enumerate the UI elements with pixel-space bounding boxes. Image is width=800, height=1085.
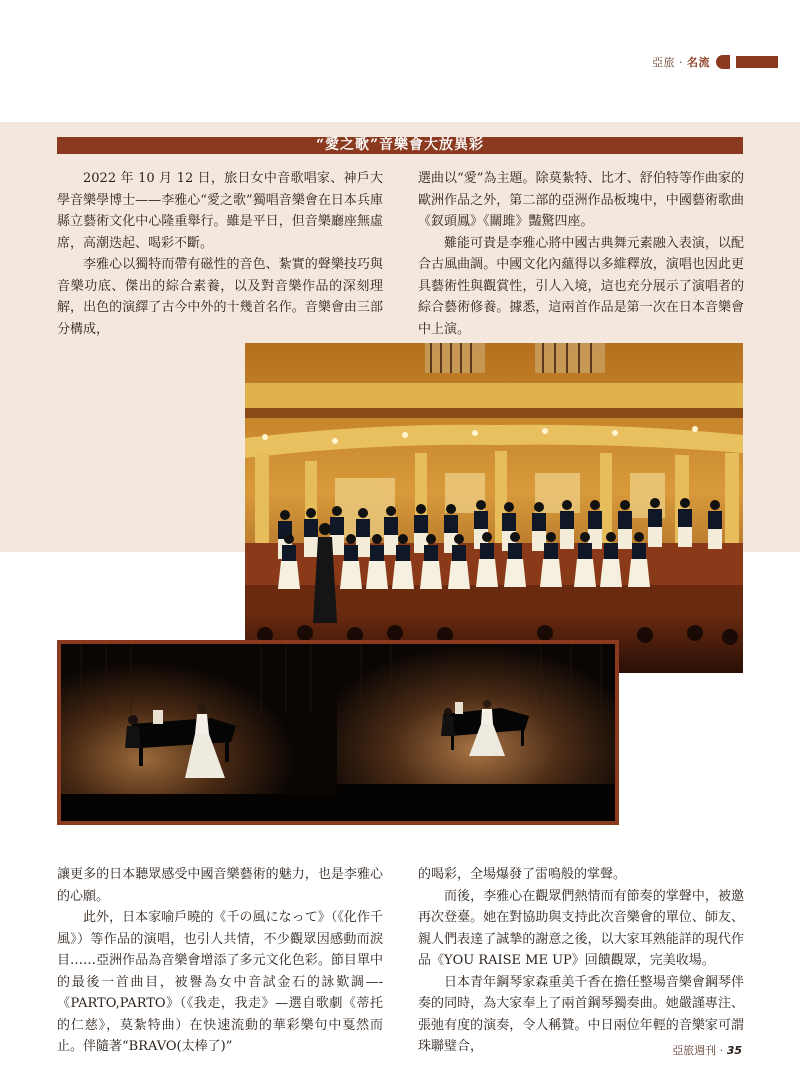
- footer-separator: ·: [719, 1044, 724, 1057]
- paragraph: 難能可貴是李雅心將中國古典舞元素融入表演，以配合古風曲調。中國文化內蘊得以多維釋放，演唱也因此更具藝術性與觀賞性，引人入境，這也充分展示了演唱者的綜合藝術修養。據悉，這兩首作品是第一次在日本音樂會中上演。: [418, 235, 744, 337]
- paragraph: 而後，李雅心在觀眾們熱情而有節奏的掌聲中，被邀再次登臺。她在對協助與支持此次音樂會的單位、師友、親人們表達了誠摯的謝意之後，以大家耳熟能詳的現代作品《YOU RAISE ME UP》回饋觀眾，完美收場。: [418, 888, 744, 968]
- paragraph: 2022 年 10 月 12 日，旅日女中音歌唱家、神戶大學音樂學博士——李雅心“愛之歌”獨唱音樂會在日本兵庫縣立藝術文化中心隆重舉行。雖是平日，但音樂廳座無虛席，高潮迭起、喝彩不斷。: [57, 171, 383, 251]
- page-number: 35: [726, 1044, 742, 1057]
- header-bar-ornament: [736, 56, 778, 68]
- solo-performance-photo: [57, 640, 619, 825]
- page-footer: [672, 1042, 742, 1058]
- paragraph: 日本青年鋼琴家森重美千香在擔任整場音樂會鋼琴伴奏的同時，為大家奉上了兩首鋼琴獨奏曲。她嚴謹專注、張弛有度的演奏，令人稱贊。中日兩位年輕的音樂家可謂珠聯璧合，: [418, 974, 744, 1054]
- header-pill-ornament: [716, 55, 730, 69]
- footer-magazine-name: 亞旅週刊: [672, 1044, 717, 1057]
- section-tag-text: 名流: [687, 56, 710, 69]
- section-header: [652, 54, 778, 70]
- text-column-top-left: [57, 168, 383, 340]
- paragraph: 選曲以“愛”為主題。除莫紮特、比才、舒伯特等作曲家的歐洲作品之外，第二部的亞洲作品板塊中，中國藝術歌曲《釵頭鳳》《關雎》豔驚四座。: [418, 171, 744, 229]
- magazine-section-text: 亞旅: [652, 56, 675, 69]
- text-column-bottom-right: [418, 864, 744, 1058]
- paragraph: 李雅心以獨特而帶有磁性的音色、紮實的聲樂技巧與音樂功底、傑出的綜合素養，以及對音樂作品的深刻理解，出色的演繹了古今中外的十幾首名作。音樂會由三部分構成，: [57, 257, 383, 337]
- paragraph: 此外，日本家喻戶曉的《千の風になって》（《化作千風》）等作品的演唱，也引人共情，不少觀眾因感動而淚目……亞洲作品為音樂會增添了多元文化色彩。節目單中的最後一首曲目，被譽為女中音試金石的詠歎調—-《PARTO,PARTO》（《我走，我走》—選自歌劇《蒂托的仁慈》，莫紮特曲）在快速流動的華彩樂句中戛然而止。伴隨著“BRAVO(太棒了)”: [57, 910, 383, 1054]
- concert-hall-illustration: [245, 343, 743, 673]
- paragraph: 讓更多的日本聽眾感受中國音樂藝術的魅力，也是李雅心的心願。: [57, 867, 383, 904]
- concert-hall-choir-photo: [245, 343, 743, 673]
- stage-performance-illustration: [61, 644, 615, 821]
- header-dot: ·: [679, 56, 683, 69]
- article-title: “愛之歌”音樂會大放異彩: [57, 137, 743, 154]
- paragraph: 的喝彩，全場爆發了雷鳴般的掌聲。: [418, 867, 627, 882]
- section-label: [652, 54, 710, 70]
- text-column-top-right: [418, 168, 744, 340]
- text-column-bottom-left: [57, 864, 383, 1058]
